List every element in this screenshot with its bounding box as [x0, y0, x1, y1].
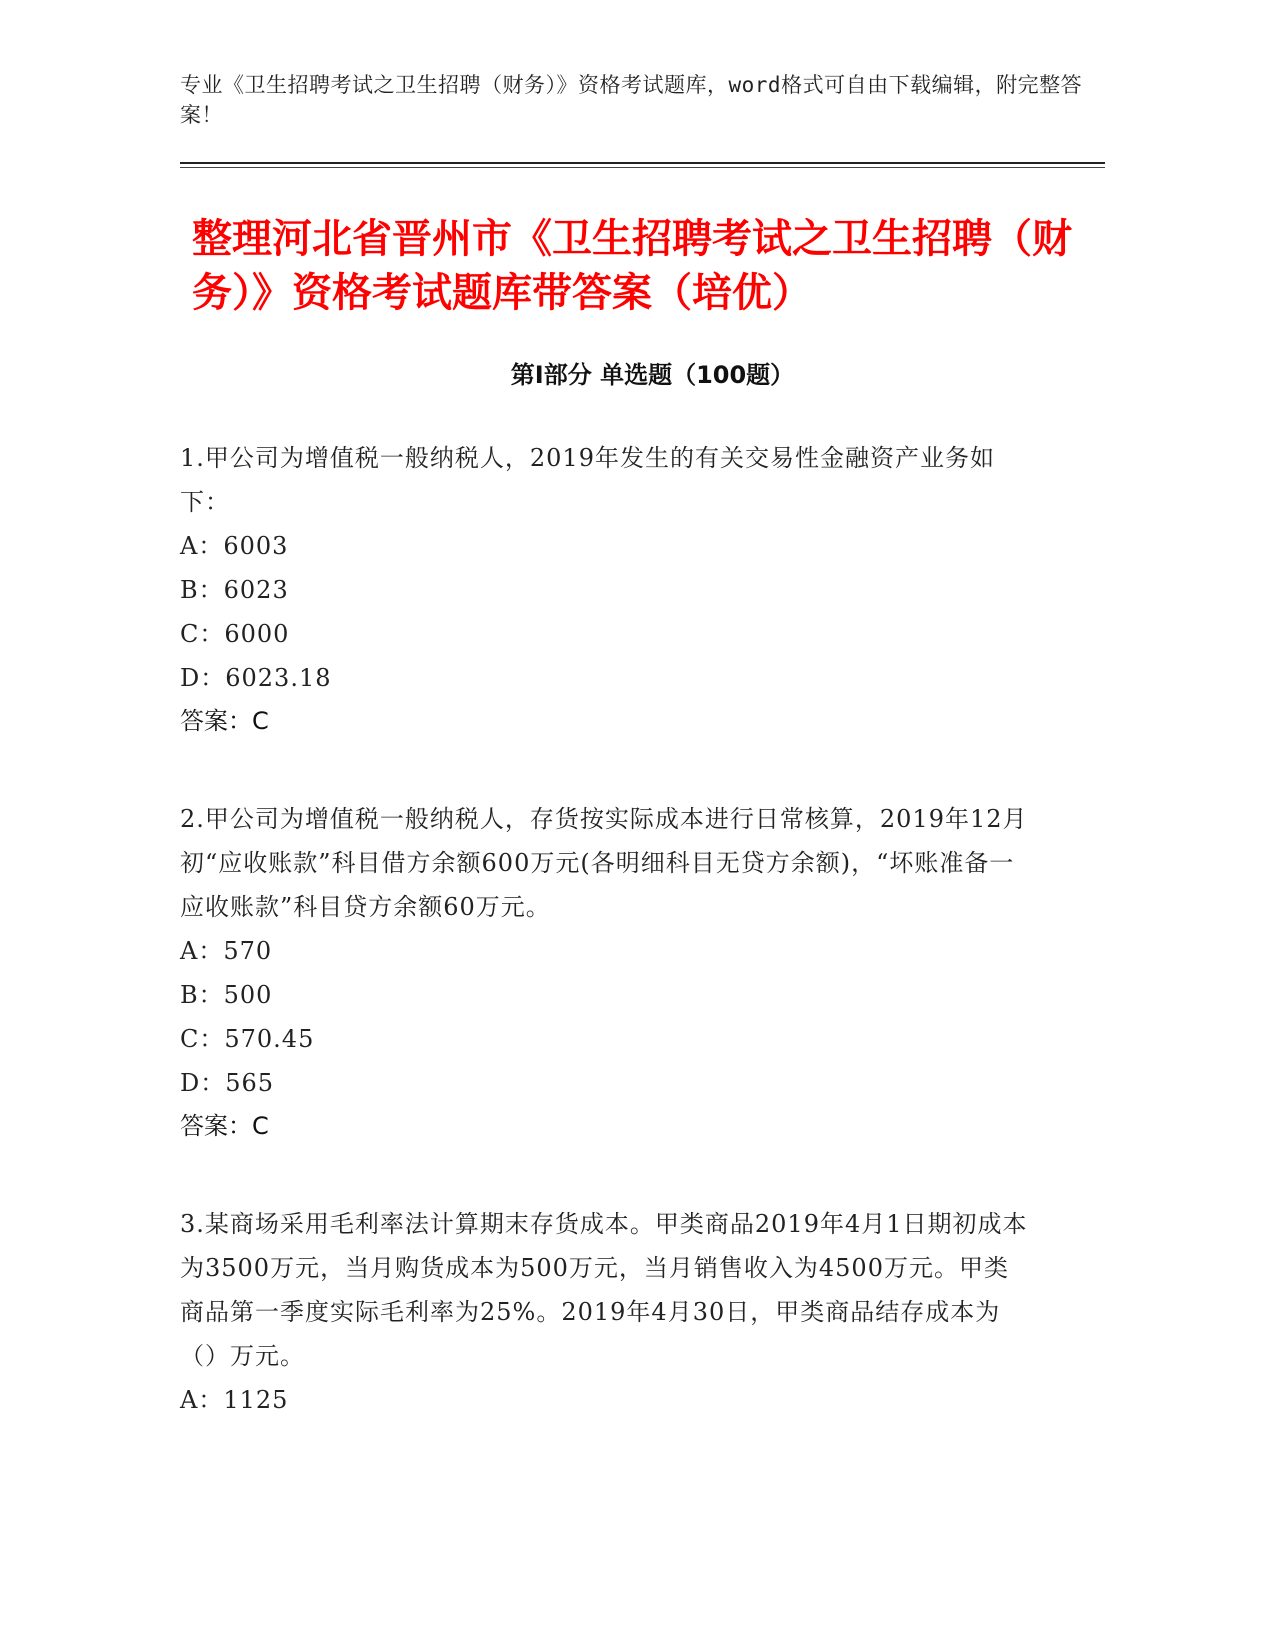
- option-d: D：565: [180, 1069, 275, 1097]
- option-a: A：6003: [180, 532, 289, 560]
- option-b: B：6023: [180, 576, 289, 604]
- document-title: 整理河北省晋州市《卫生招聘考试之卫生招聘（财务）》资格考试题库带答案（培优）: [192, 216, 1072, 316]
- divider-thin: [180, 167, 1105, 168]
- question-stem: 1.甲公司为增值税一般纳税人，2019年发生的有关交易性金融资产业务如下：: [180, 444, 995, 516]
- option-c: C：570.45: [180, 1025, 315, 1053]
- option-a: A：1125: [180, 1386, 289, 1414]
- header-note: 专业《卫生招聘考试之卫生招聘（财务）》资格考试题库，word格式可自由下载编辑，附完整答案！: [180, 73, 1083, 127]
- option-b: B：500: [180, 981, 273, 1009]
- section-heading: 第Ⅰ部分 单选题（100题）: [510, 361, 795, 389]
- question-1: [180, 436, 1105, 742]
- question-2: [180, 797, 1105, 1147]
- question-stem: 3.某商场采用毛利率法计算期末存货成本。甲类商品2019年4月1日期初成本为3500万元，当月购货成本为500万元，当月销售收入为4500万元。甲类商品第一季度实际毛利率为25%。2019年4月30日，甲类商品结存成本为（）万元。: [180, 1210, 1028, 1370]
- option-c: C：6000: [180, 620, 290, 648]
- option-a: A：570: [180, 937, 273, 965]
- divider-thick: [180, 162, 1105, 164]
- document-page: [180, 70, 1105, 1422]
- answer-line: 答案：C: [180, 1112, 269, 1140]
- question-stem: 2.甲公司为增值税一般纳税人，存货按实际成本进行日常核算，2019年12月初“应收账款”科目借方余额600万元(各明细科目无贷方余额)，“坏账准备一应收账款”科目贷方余额60万元。: [180, 805, 1028, 921]
- header-divider: [180, 162, 1105, 168]
- option-d: D：6023.18: [180, 664, 332, 692]
- answer-line: 答案：C: [180, 707, 269, 735]
- question-3: [180, 1202, 1105, 1422]
